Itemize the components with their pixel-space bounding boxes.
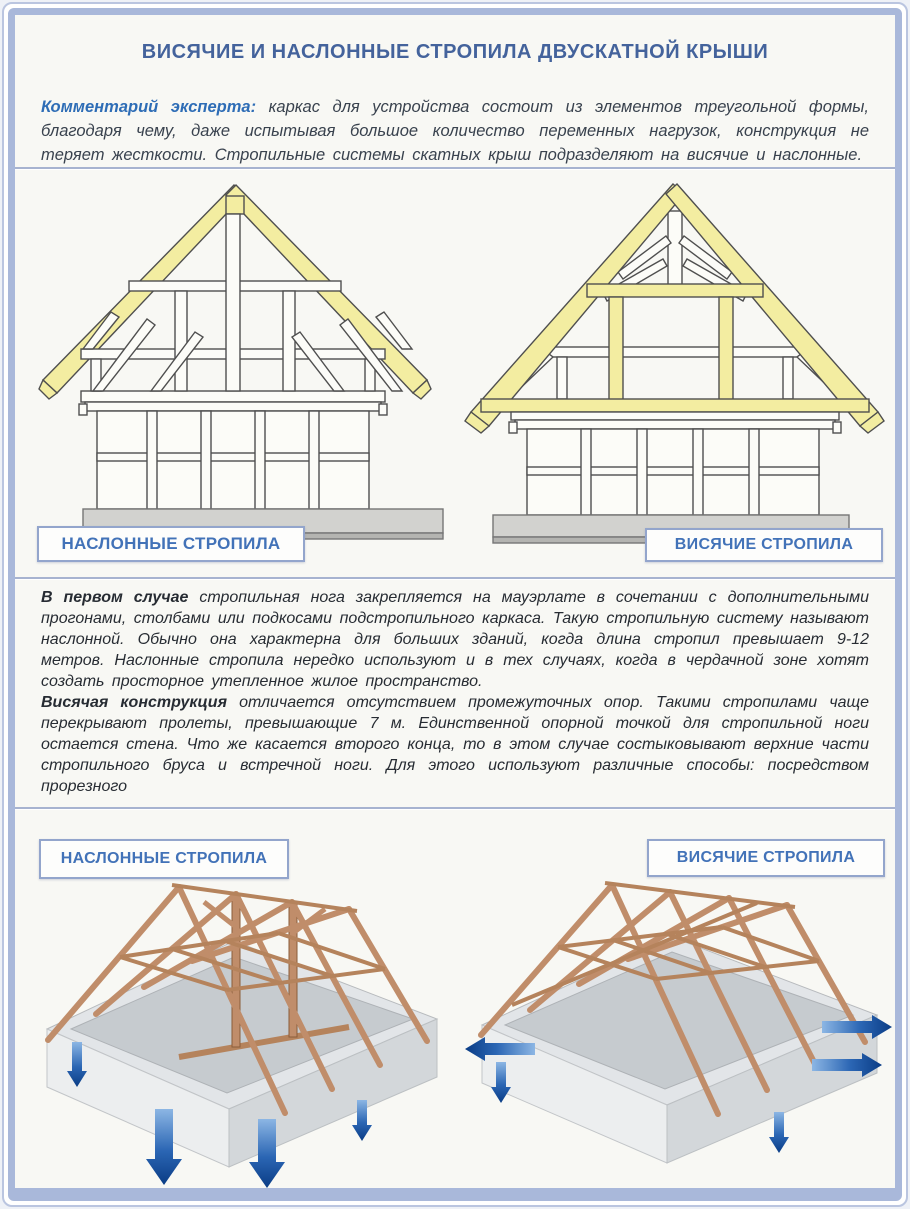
hanging-rafters-elevation-diagram: [457, 181, 887, 556]
section-divider: [15, 807, 895, 810]
pitched-rafters-caption: [37, 526, 305, 562]
hanging-rafters-photo-caption: [647, 839, 885, 877]
paragraph-hanging: [41, 692, 869, 797]
pitched-rafters-3d-diagram: [29, 857, 465, 1188]
section-divider: [15, 577, 895, 580]
caption-label: НАСЛОННЫЕ СТРОПИЛА: [61, 534, 281, 553]
paragraph-pitched: [41, 587, 869, 692]
body-text: [41, 587, 869, 797]
paragraph-lead: Висячая конструкция: [41, 694, 228, 711]
pitched-rafters-photo-caption: [39, 839, 289, 879]
pitched-rafters-elevation-diagram: [35, 181, 460, 556]
expert-commentary: [41, 95, 869, 167]
caption-label: ВИСЯЧИЕ СТРОПИЛА: [674, 536, 854, 553]
paragraph-text: стропильная нога закрепляется на мауэрлате в сочетании с дополнительными прогонами, столбами или подкосами подстропильного каркаса. Такую стропильную систему называют наслонной. Обычно она характерна для больших зданий, когда длина стропил превышает 9-12 метров. Наслонные стропила нередко используют и в тех случаях, когда в чердачной зоне хотят создать просторное утепленное жилое пространство.: [41, 589, 869, 690]
page-frame: [2, 2, 908, 1207]
3d-diagrams-section: [15, 811, 895, 1188]
expert-commentary-lead: Комментарий эксперта:: [41, 98, 257, 116]
paragraph-lead: В первом случае: [41, 589, 189, 606]
expert-commentary-text: каркас для устройства состоит из элементов треугольной формы, благодаря чему, даже испытывая большое количество переменных нагрузок, конструкция не теряет жесткости. Стропильные системы скатных крыш подразделяют на висячие и наслонные.: [41, 98, 869, 164]
caption-label: ВИСЯЧИЕ СТРОПИЛА: [676, 849, 856, 866]
hanging-rafters-caption: [645, 528, 883, 562]
page-title: ВИСЯЧИЕ И НАСЛОННЫЕ СТРОПИЛА ДВУСКАТНОЙ КРЫШИ: [141, 41, 769, 63]
page-frame-inner: [8, 8, 902, 1201]
elevation-diagrams-section: [15, 171, 895, 573]
section-divider: [15, 167, 895, 170]
page-content: [15, 15, 895, 1188]
paragraph-text: отличается отсутствием промежуточных опор. Такими стропилами чаще перекрывают пролеты, превышающие 7 м. Единственной опорной точкой для стропильной ноги остается стена. Что же касается второго конца, то в этом случае состыковывают верхние части стропильного бруса и встречной ноги. Для этого используют различные способы: посредством прорезного: [41, 694, 870, 795]
caption-label: НАСЛОННЫЕ СТРОПИЛА: [60, 850, 268, 867]
hanging-rafters-3d-diagram: [457, 857, 895, 1188]
